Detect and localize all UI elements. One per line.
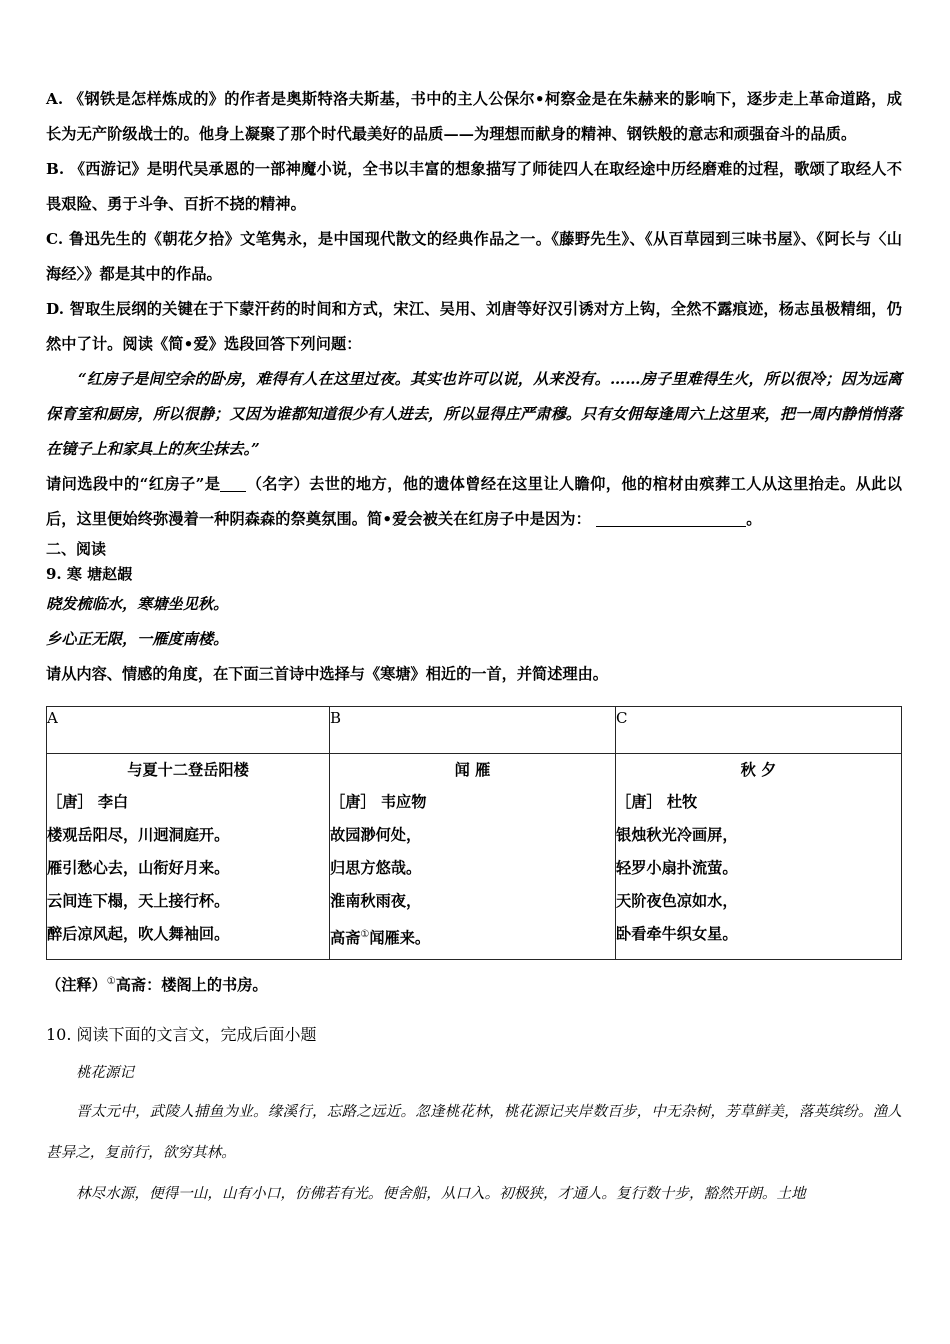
choice-d-label: D.: [46, 300, 65, 318]
jane-eyre-question: [46, 467, 902, 537]
choice-a-label: A.: [46, 90, 64, 108]
choice-c-text: 鲁迅先生的《朝花夕拾》文笔隽永，是中国现代散文的经典作品之一。《藤野先生》、《从百草园到三味书屋》、《阿长与〈山海经〉》都是其中的作品。: [46, 230, 903, 283]
footnote-marker: ①: [360, 929, 370, 940]
poem-comparison-table: [46, 706, 902, 960]
choice-d: [46, 292, 902, 362]
question-9-poem-title: 寒 塘赵嘏: [66, 565, 133, 583]
footnote-marker: ①: [106, 976, 116, 987]
poem-b-verse-4: 高斋①闻雁来。: [330, 929, 431, 948]
table-cell-poem-b: [330, 754, 616, 960]
poem-b-verse-3: 淮南秋雨夜，: [330, 892, 422, 910]
choice-a: [46, 82, 902, 152]
poem-a-verse-3: 云间连下榻，天上接行杯。: [47, 892, 230, 910]
poem-b-verse-1: 故园渺何处，: [330, 826, 422, 844]
table-cell-poem-c: [616, 754, 902, 960]
question-9-title: [46, 561, 902, 587]
jane-eyre-question-part2: （名字）去世的地方，他的遗体曾经在这里让人瞻仰，他的棺材由殡葬工人从这里抬走。从此以后，这里便始终弥漫着一种阴森森的祭奠氛围。简•爱会被关在红房子中是因为：: [46, 475, 903, 528]
poem-b-author: ［唐］ 韦应物: [330, 793, 427, 811]
question-10-passage-title: 桃花源记: [76, 1065, 134, 1082]
choice-b-text: 《西游记》是明代吴承恩的一部神魔小说，全书以丰富的想象描写了师徒四人在取经途中历经磨难的过程，歌颂了取经人不畏艰险、勇于斗争、百折不挠的精神。: [46, 160, 902, 213]
table-header-row: [47, 707, 902, 754]
poem-a-title: 与夏十二登岳阳楼: [127, 761, 249, 779]
choice-d-text: 智取生辰纲的关键在于下蒙汗药的时间和方式，宋江、吴用、刘唐等好汉引诱对方上钩，全然不露痕迹，杨志虽极精细，仍然中了计。阅读《简•爱》选段回答下列问题：: [46, 300, 903, 353]
question-9-number: 9.: [46, 565, 62, 583]
choice-c-label: C.: [46, 230, 64, 248]
poem-a-verse-1: 楼观岳阳尽，川迥洞庭开。: [47, 826, 230, 844]
poem-c-verse-4: 卧看牵牛织女星。: [616, 925, 738, 943]
hantang-line-1: 晓发梳临水，寒塘坐见秋。: [46, 595, 229, 613]
table-body-row: [47, 754, 902, 960]
poem-c-verse-1: 银烛秋光冷画屏，: [616, 826, 738, 844]
choice-b-label: B.: [46, 160, 65, 178]
hantang-line-2: 乡心正无限，一雁度南楼。: [46, 630, 229, 648]
poem-c-author: ［唐］ 杜牧: [616, 793, 698, 811]
choice-a-text: 《钢铁是怎样炼成的》的作者是奥斯特洛夫斯基，书中的主人公保尔•柯察金是在朱赫来的影响下，逐步走上革命道路，成长为无产阶级战士的。他身上凝聚了那个时代最美好的品质——为理想而献身的精神、钢铁般的意志和顽强奋斗的品质。: [46, 90, 903, 143]
poem-c-verse-2: 轻罗小扇扑流萤。: [616, 859, 738, 877]
table-header-c: C: [616, 707, 902, 754]
choice-c: [46, 222, 902, 292]
table-footnote: （注释）①高斋：楼阁上的书房。: [46, 976, 268, 995]
section-heading-two: 二、阅读: [46, 540, 107, 558]
poem-a-verse-4: 醉后凉风起，吹人舞袖回。: [47, 925, 230, 943]
jane-eyre-question-part3: 。: [746, 510, 762, 528]
question-10-paragraph-1: 晋太元中，武陵人捕鱼为业。缘溪行，忘路之远近。忽逢桃花林，桃花源记夹岸数百步，中无杂树，芳草鲜美，落英缤纷。渔人甚异之，复前行，欲穷其林。: [46, 1103, 902, 1162]
table-header-a: A: [47, 707, 330, 754]
question-10-paragraph-2: 林尽水源，便得一山，山有小口，仿佛若有光。便舍船，从口入。初极狭，才通人。复行数十步，豁然开朗。土地: [76, 1185, 806, 1203]
question-10-heading: 10. 阅读下面的文言文，完成后面小题: [46, 1025, 317, 1045]
table-cell-poem-a: [47, 754, 330, 960]
question-9-prompt: 请从内容、情感的角度，在下面三首诗中选择与《寒塘》相近的一首，并简述理由。: [46, 665, 608, 683]
poem-a-verse-2: 雁引愁心去，山衔好月来。: [47, 859, 230, 877]
poem-a-author: ［唐］ 李白: [47, 793, 129, 811]
jane-eyre-excerpt: “红房子是间空余的卧房，难得有人在这里过夜。其实也许可以说，从来没有。……房子里难得生火，所以很冷；因为远离保育室和厨房，所以很静；又因为谁都知道很少有人进去，所以显得庄严肃穆。只有女佣每逢周六上这里来，把一周内静悄悄落在镜子上和家具上的灰尘抹去。”: [46, 370, 902, 458]
answer-blank-name[interactable]: [220, 491, 246, 492]
choice-b: [46, 152, 902, 222]
answer-blank-reason[interactable]: [596, 526, 746, 527]
poem-c-verse-3: 天阶夜色凉如水，: [616, 892, 738, 910]
poem-b-verse-2: 归思方悠哉。: [330, 859, 422, 877]
jane-eyre-question-part1: 请问选段中的“红房子”是: [46, 475, 221, 493]
table-header-b: B: [330, 707, 616, 754]
document-content: [46, 82, 902, 1214]
poem-c-title: 秋 夕: [740, 761, 777, 779]
poem-b-title: 闻 雁: [454, 761, 491, 779]
